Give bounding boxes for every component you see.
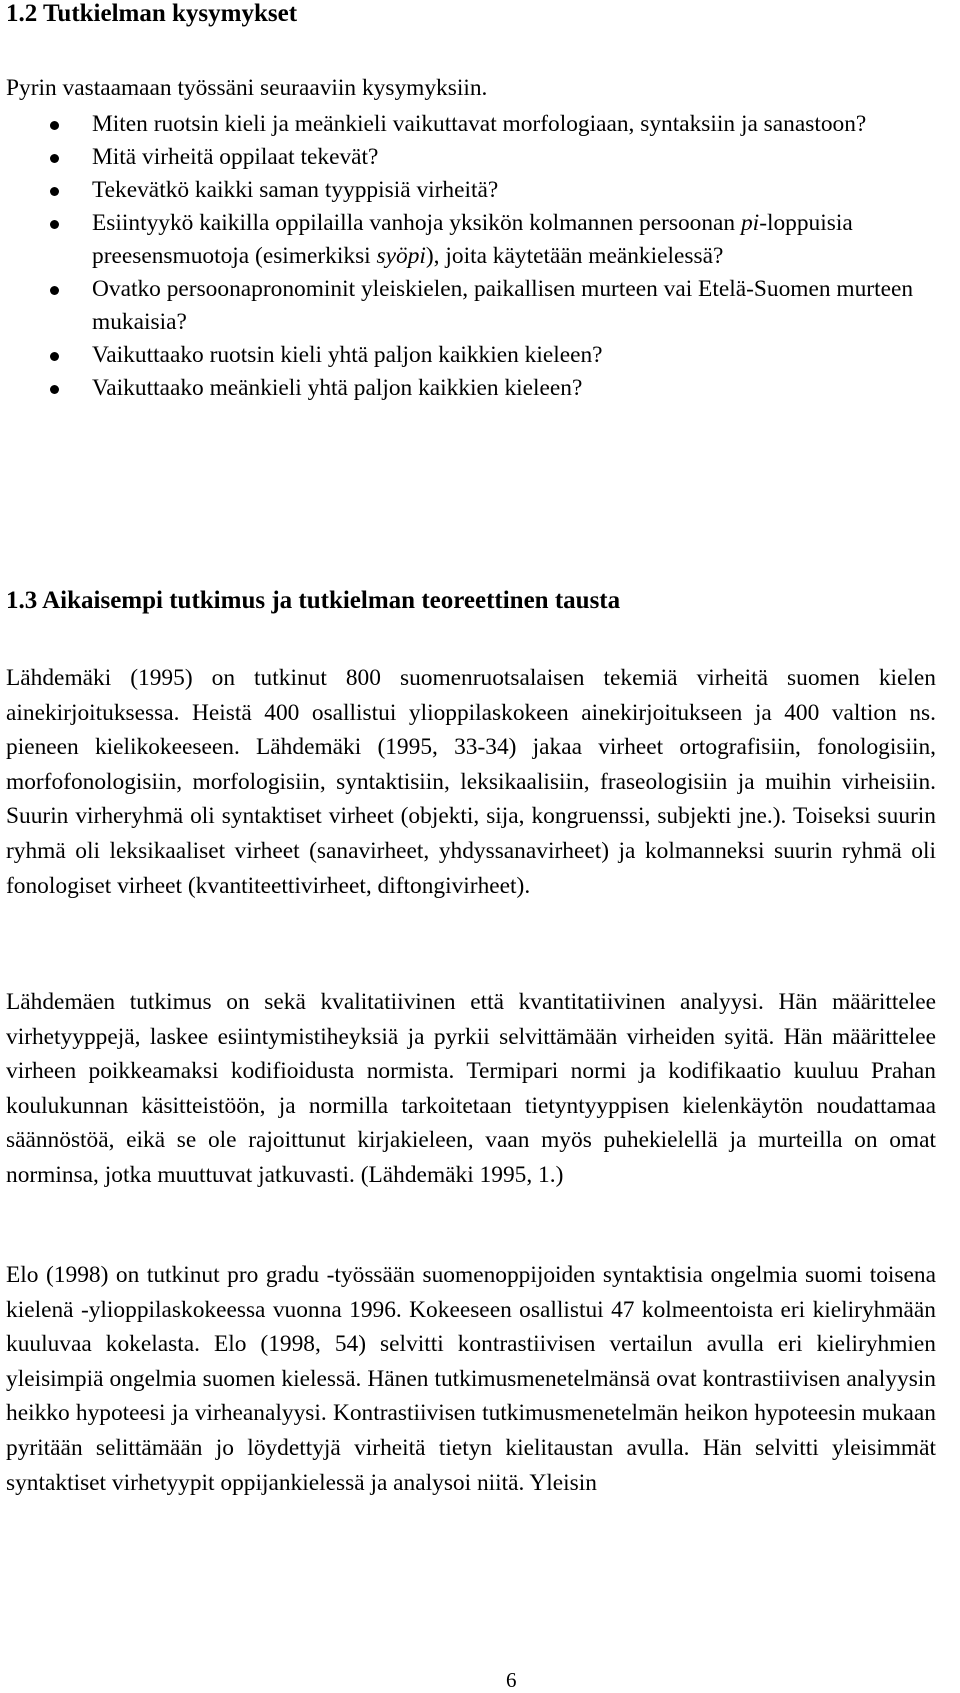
bullet-icon xyxy=(50,121,59,130)
paragraph-elo-study: Elo (1998) on tutkinut pro gradu -työssään suomenoppijoiden syntaktisia ongelmia suomi toisena kielenä -ylioppilaskokeessa vuonna 1996. Kokeeseen osallistui 47 kolmeentoista eri kieliryhmään kuuluvaa kokelasta. Elo (1998, 54) selvitti kontrastiivisen vertailun avulla eri kieliryhmien yleisimpiä ongelmia suomen kielessä. Hänen tutkimusmenetelmänsä ovat kontrastiivisen analyysin heikko hypoteesi ja virheanalyysi. Kontrastiivisen tutkimusmenetelmän heikon hypoteesin mukaan pyritään selittämään jo löydettyjä virheitä tietyn kielitaustan avulla. Hän selvitti yleisimmät syntaktiset virhetyypit oppijankielessä ja analysoi niitä. Yleisin xyxy=(6,1262,936,1496)
section-heading-previous-research: 1.3 Aikaisempi tutkimus ja tutkielman teoreettinen tausta xyxy=(6,587,621,614)
list-item: Vaikuttaako meänkieli yhtä paljon kaikkien kieleen? xyxy=(6,372,941,405)
page-number: 6 xyxy=(506,1668,517,1692)
bullet-icon xyxy=(50,220,59,229)
paragraph-lahdemaki-analysis: Lähdemäen tutkimus on sekä kvalitatiivinen että kvantitatiivinen analyysi. Hän määrittelee virhetyyppejä, laskee esiintymistiheyksiä ja pyrkii selvittämään virheiden syitä. Hän määrittelee virheen poikkeamaksi kodifioidusta normista. Termipari normi ja kodifikaatio kuuluu Prahan koulukunnan käsitteistöön, ja normilla tarkoitetaan tietyntyyppisen kielenkäytön noudattamaa säännöstöä, eikä se ole rajoittunut kirjakieleen, vaan myös puhekielellä ja murteilla on omat norminsa, jotka muuttuvat jatkuvasti. (Lähdemäki 1995, 1.) xyxy=(6,989,936,1188)
list-item: Vaikuttaako ruotsin kieli yhtä paljon kaikkien kieleen? xyxy=(6,339,941,372)
list-item: Tekevätkö kaikki saman tyyppisiä virheitä? xyxy=(6,174,941,207)
bullet-icon xyxy=(50,286,59,295)
question-list xyxy=(6,108,941,405)
intro-sentence: Pyrin vastaamaan työssäni seuraaviin kysymyksiin. xyxy=(6,75,488,101)
bullet-icon xyxy=(50,385,59,394)
bullet-icon xyxy=(50,352,59,361)
paragraph-lahdemaki-study: Lähdemäki (1995) on tutkinut 800 suomenruotsalaisen tekemiä virheitä suomen kielen ainekirjoituksessa. Heistä 400 osallistui ylioppilaskokeen ainekirjoitukseen ja 400 valtion ns. pieneen kielikokeeseen. Lähdemäki (1995, 33-34) jakaa virheet ortografisiin, fonologisiin, morfofonologisiin, morfologisiin, syntaktisiin, leksikaalisiin, fraseologisiin ja muihin virheisiin. Suurin virheryhmä oli syntaktiset virheet (objekti, sija, kongruenssi, subjekti jne.). Toiseksi suurin ryhmä oli leksikaaliset virheet (sanavirheet, yhdyssanavirheet) ja kolmanneksi suurin ryhmä oli fonologiset virheet (kvantiteettivirheet, diftongivirheet). xyxy=(6,665,936,899)
bullet-icon xyxy=(50,187,59,196)
list-item: Ovatko persoonapronominit yleiskielen, paikallisen murteen vai Etelä-Suomen murteen mukaisia? xyxy=(6,273,941,339)
bullet-icon xyxy=(50,154,59,163)
section-heading-questions: 1.2 Tutkielman kysymykset xyxy=(6,0,298,27)
list-item: Esiintyykö kaikilla oppilailla vanhoja yksikön kolmannen persoonan pi-loppuisia preesensmuotoja (esimerkiksi syöpi), joita käytetään meänkielessä? xyxy=(6,207,941,273)
list-item: Miten ruotsin kieli ja meänkieli vaikuttavat morfologiaan, syntaksiin ja sanastoon? xyxy=(6,108,941,141)
list-item: Mitä virheitä oppilaat tekevät? xyxy=(6,141,941,174)
